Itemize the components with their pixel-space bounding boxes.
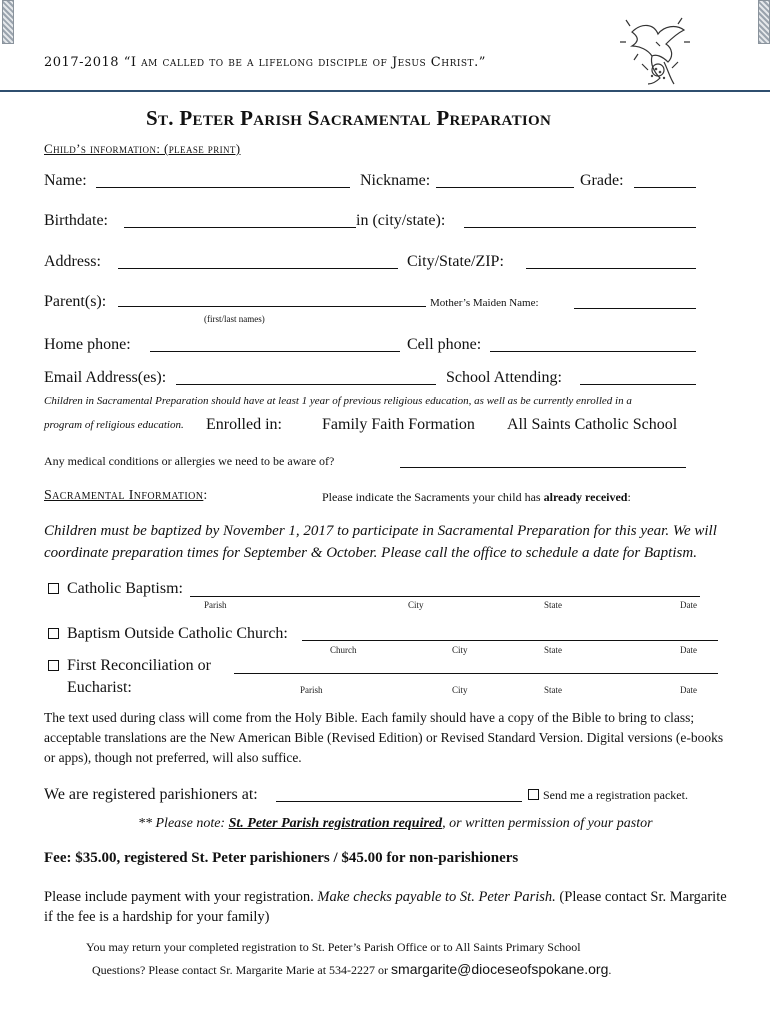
catholic-baptism-field[interactable] (190, 596, 700, 597)
catholic-baptism-label: Catholic Baptism: (67, 580, 183, 597)
sacramental-heading-wrap (44, 488, 208, 504)
parents-label: Parent(s): (44, 293, 107, 310)
payment-paragraph (44, 887, 734, 927)
catholic-baptism-city-label: City (408, 600, 424, 610)
grade-label: Grade: (580, 172, 624, 189)
city-state-zip-label: City/State/ZIP: (407, 253, 504, 270)
send-packet-label: Send me a registration packet. (543, 788, 688, 802)
payment-pre: Please include payment with your registration. (44, 889, 318, 905)
indicate-post: : (627, 490, 631, 504)
outside-baptism-checkbox[interactable] (48, 628, 59, 639)
cell-phone-field[interactable] (490, 351, 696, 352)
option-family-faith-formation[interactable]: Family Faith Formation (322, 416, 475, 433)
home-phone-field[interactable] (150, 351, 400, 352)
option-all-saints-school[interactable]: All Saints Catholic School (507, 416, 678, 433)
registered-at-label: We are registered parishioners at: (44, 786, 258, 803)
birthdate-field[interactable] (124, 227, 356, 228)
maiden-name-field[interactable] (574, 308, 696, 309)
enrollment-note: Children in Sacramental Preparation should have at least 1 year of previous religious education, as well as be currently enrolled in a (44, 395, 632, 407)
medical-field[interactable] (400, 467, 686, 468)
outside-baptism-label: Baptism Outside Catholic Church: (67, 625, 288, 642)
eucharist-label: Eucharist: (67, 679, 132, 696)
home-phone-label: Home phone: (44, 336, 131, 353)
first-reconciliation-checkbox[interactable] (48, 660, 59, 671)
indicate-pre: Please indicate the Sacraments your child has (322, 490, 541, 504)
reconciliation-city-label: City (452, 685, 468, 695)
footer-line2-pre: Questions? Please contact Sr. Margarite Marie at 534-2227 or (92, 963, 392, 977)
first-reconciliation-row (48, 657, 211, 675)
birth-place-field[interactable] (464, 227, 696, 228)
footer-line1: You may return your completed registration to St. Peter’s Parish Office or to All Saints Primary School (86, 940, 581, 954)
child-info-heading: Child’s information: (please print) (44, 141, 241, 156)
sacramental-heading-colon: : (203, 488, 208, 503)
outside-baptism-date-label: Date (680, 645, 697, 655)
header-year-line: 2017-2018 “I am called to be a lifelong disciple of Jesus Christ.” (44, 55, 486, 70)
parents-hint: (first/last names) (204, 314, 265, 324)
dove-spirit-illustration (612, 12, 698, 90)
nickname-field[interactable] (436, 187, 574, 188)
send-packet-row (528, 788, 688, 803)
catholic-baptism-checkbox[interactable] (48, 583, 59, 594)
maiden-name-label: Mother’s Maiden Name: (430, 297, 539, 309)
name-label: Name: (44, 172, 87, 189)
address-field[interactable] (118, 268, 398, 269)
payment-post: (Please contact Sr. Margarite if the fee is a hardship for your family) (44, 889, 727, 925)
registration-note-bold: St. Peter Parish registration required (228, 816, 443, 831)
email-field[interactable] (176, 384, 436, 385)
first-reconciliation-field[interactable] (234, 673, 718, 674)
header-rule (0, 90, 770, 92)
birth-place-label: in (city/state): (356, 212, 446, 229)
footer-line2-post: . (608, 963, 612, 977)
page-title: St. Peter Parish Sacramental Preparation (146, 106, 552, 130)
footer-line2 (92, 961, 611, 978)
email-label: Email Address(es): (44, 369, 167, 386)
catholic-baptism-state-label: State (544, 600, 562, 610)
name-field[interactable] (96, 187, 350, 188)
registration-note-pre: ** Please note: (138, 816, 229, 831)
enrolled-in-label: Enrolled in: (206, 416, 282, 433)
baptism-note-line2: coordinate preparation times for September & October. Please call the office to schedule a date for Baptism. (44, 545, 697, 561)
reconciliation-parish-label: Parish (300, 685, 323, 695)
grade-field[interactable] (634, 187, 696, 188)
first-reconciliation-label: First Reconciliation or (67, 657, 211, 674)
send-packet-checkbox[interactable] (528, 789, 539, 800)
reconciliation-state-label: State (544, 685, 562, 695)
sacramental-heading: Sacramental Information (44, 488, 204, 503)
registered-at-field[interactable] (276, 801, 522, 802)
outside-baptism-city-label: City (452, 645, 468, 655)
indicate-bold: already received (543, 490, 628, 504)
payment-italic: Make checks payable to St. Peter Parish. (317, 889, 556, 905)
corner-ornament-right (758, 0, 770, 44)
nickname-label: Nickname: (360, 172, 431, 189)
parents-field[interactable] (118, 306, 426, 307)
corner-ornament-left (2, 0, 14, 44)
outside-baptism-state-label: State (544, 645, 562, 655)
city-state-zip-field[interactable] (526, 268, 696, 269)
outside-baptism-church-label: Church (330, 645, 357, 655)
indicate-sacraments (322, 490, 631, 505)
registration-note (138, 816, 653, 832)
catholic-baptism-row (48, 580, 183, 598)
enrollment-note-cont: program of religious education. (44, 419, 184, 431)
birthdate-label: Birthdate: (44, 212, 108, 229)
bible-paragraph: The text used during class will come from the Holy Bible. Each family should have a copy of the Bible to bring to class; acceptable translations are the New American Bible (Revised Edition) or Revised Standard Version. Digital versions (e-books or apps), though not preferred, will also suffice. (44, 710, 724, 765)
outside-baptism-field[interactable] (302, 640, 718, 641)
catholic-baptism-date-label: Date (680, 600, 697, 610)
baptism-note-line1: Children must be baptized by November 1, 2017 to participate in Sacramental Preparation for this year. We will (44, 523, 717, 539)
address-label: Address: (44, 253, 101, 270)
school-field[interactable] (580, 384, 696, 385)
reconciliation-date-label: Date (680, 685, 697, 695)
cell-phone-label: Cell phone: (407, 336, 482, 353)
medical-label: Any medical conditions or allergies we need to be aware of? (44, 454, 335, 468)
registration-note-post: , or written permission of your pastor (442, 816, 653, 831)
school-label: School Attending: (446, 369, 562, 386)
footer-email-link[interactable]: smargarite@dioceseofspokane.org (391, 961, 609, 977)
catholic-baptism-parish-label: Parish (204, 600, 227, 610)
outside-baptism-row (48, 625, 288, 643)
fee-line: Fee: $35.00, registered St. Peter parishioners / $45.00 for non-parishioners (44, 850, 519, 866)
